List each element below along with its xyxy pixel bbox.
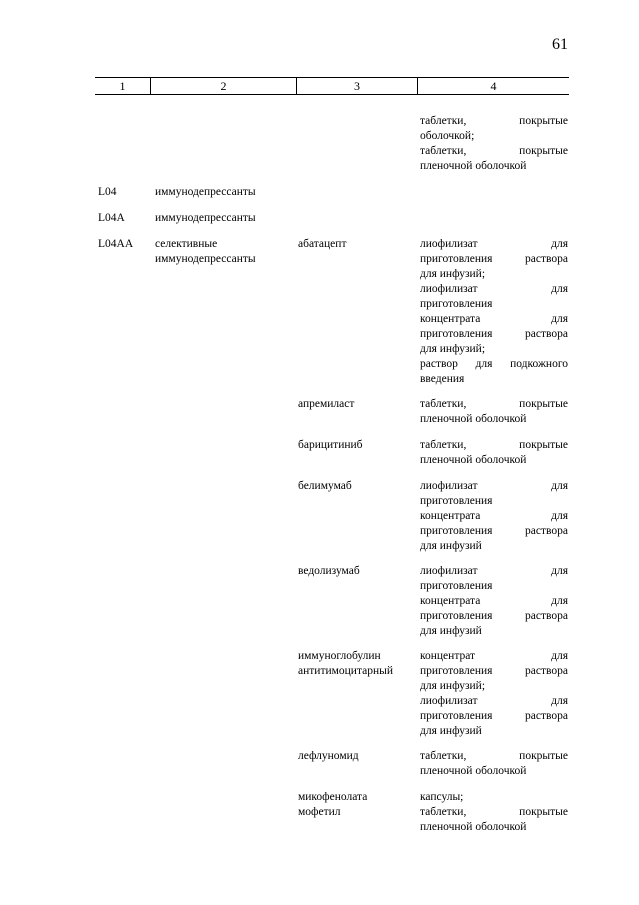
form-line: пленочной оболочкой	[420, 413, 527, 425]
form-line: приготовления	[420, 495, 493, 507]
header-col-4: 4	[490, 79, 497, 93]
form-line: для инфузий;	[420, 268, 486, 280]
form-line: для инфузий	[420, 625, 482, 637]
dosage-forms	[420, 237, 568, 387]
dosage-forms	[420, 564, 568, 639]
form-line: для инфузий;	[420, 680, 486, 692]
form-line: лиофилизат для	[420, 695, 568, 707]
drug-name: апремиласт	[298, 398, 355, 410]
form-line: приготовления раствора	[420, 328, 568, 340]
continued-dosage-forms	[420, 114, 568, 174]
drug-name: иммуноглобулин	[298, 650, 381, 662]
form-line: концентрата для	[420, 595, 568, 607]
form-line: приготовления	[420, 298, 493, 310]
form-line: пленочной оболочкой	[420, 821, 527, 833]
form-line: введения	[420, 373, 465, 385]
drug-name: ведолизумаб	[298, 565, 360, 577]
atc-code: L04	[98, 186, 117, 198]
form-line: приготовления	[420, 580, 493, 592]
table-header	[95, 77, 569, 95]
form-line: оболочкой;	[420, 130, 475, 142]
form-line: лиофилизат для	[420, 480, 568, 492]
dosage-forms	[420, 790, 568, 835]
drug-name: барицитиниб	[298, 439, 363, 451]
form-line: таблетки, покрытые	[420, 115, 568, 127]
drug-name: антитимоцитарный	[298, 665, 394, 677]
form-line: лиофилизат для	[420, 283, 568, 295]
form-line: концентрат для	[420, 650, 568, 662]
form-line: пленочной оболочкой	[420, 454, 527, 466]
form-line: таблетки, покрытые	[420, 439, 568, 451]
header-col-2: 2	[220, 79, 227, 93]
form-line: лиофилизат для	[420, 238, 568, 250]
drug-name: белимумаб	[298, 480, 352, 492]
form-line: концентрата для	[420, 313, 568, 325]
dosage-forms	[420, 479, 568, 554]
dosage-forms	[420, 749, 568, 779]
drug-name: абатацепт	[298, 238, 347, 250]
group-name: иммунодепрессанты	[155, 253, 256, 265]
form-line: для инфузий	[420, 540, 482, 552]
form-line: раствор для подкожного	[420, 358, 568, 370]
group-name: иммунодепрессанты	[155, 186, 256, 198]
drug-name: лефлуномид	[298, 750, 359, 762]
form-line: пленочной оболочкой	[420, 160, 527, 172]
form-line: для инфузий;	[420, 343, 486, 355]
form-line: пленочной оболочкой	[420, 765, 527, 777]
group-name: селективные	[155, 238, 218, 250]
form-line: концентрата для	[420, 510, 568, 522]
drug-name: мофетил	[298, 806, 341, 818]
dosage-forms	[420, 397, 568, 427]
form-line: капсулы;	[420, 791, 464, 803]
form-line: приготовления раствора	[420, 525, 568, 537]
dosage-forms	[420, 438, 568, 468]
form-line: приготовления раствора	[420, 665, 568, 677]
page-number: 61	[552, 36, 568, 53]
form-line: таблетки, покрытые	[420, 398, 568, 410]
form-line: лиофилизат для	[420, 565, 568, 577]
atc-code: L04A	[98, 212, 125, 224]
drug-name: микофенолата	[298, 791, 368, 803]
form-line: таблетки, покрытые	[420, 806, 568, 818]
header-col-1: 1	[119, 79, 126, 93]
group-name: иммунодепрессанты	[155, 212, 256, 224]
dosage-forms	[420, 649, 568, 739]
atc-code: L04AA	[98, 238, 134, 250]
form-line: таблетки, покрытые	[420, 145, 568, 157]
form-line: для инфузий	[420, 725, 482, 737]
form-line: приготовления раствора	[420, 610, 568, 622]
form-line: приготовления раствора	[420, 710, 568, 722]
header-col-3: 3	[354, 79, 360, 93]
form-line: приготовления раствора	[420, 253, 568, 265]
form-line: таблетки, покрытые	[420, 750, 568, 762]
